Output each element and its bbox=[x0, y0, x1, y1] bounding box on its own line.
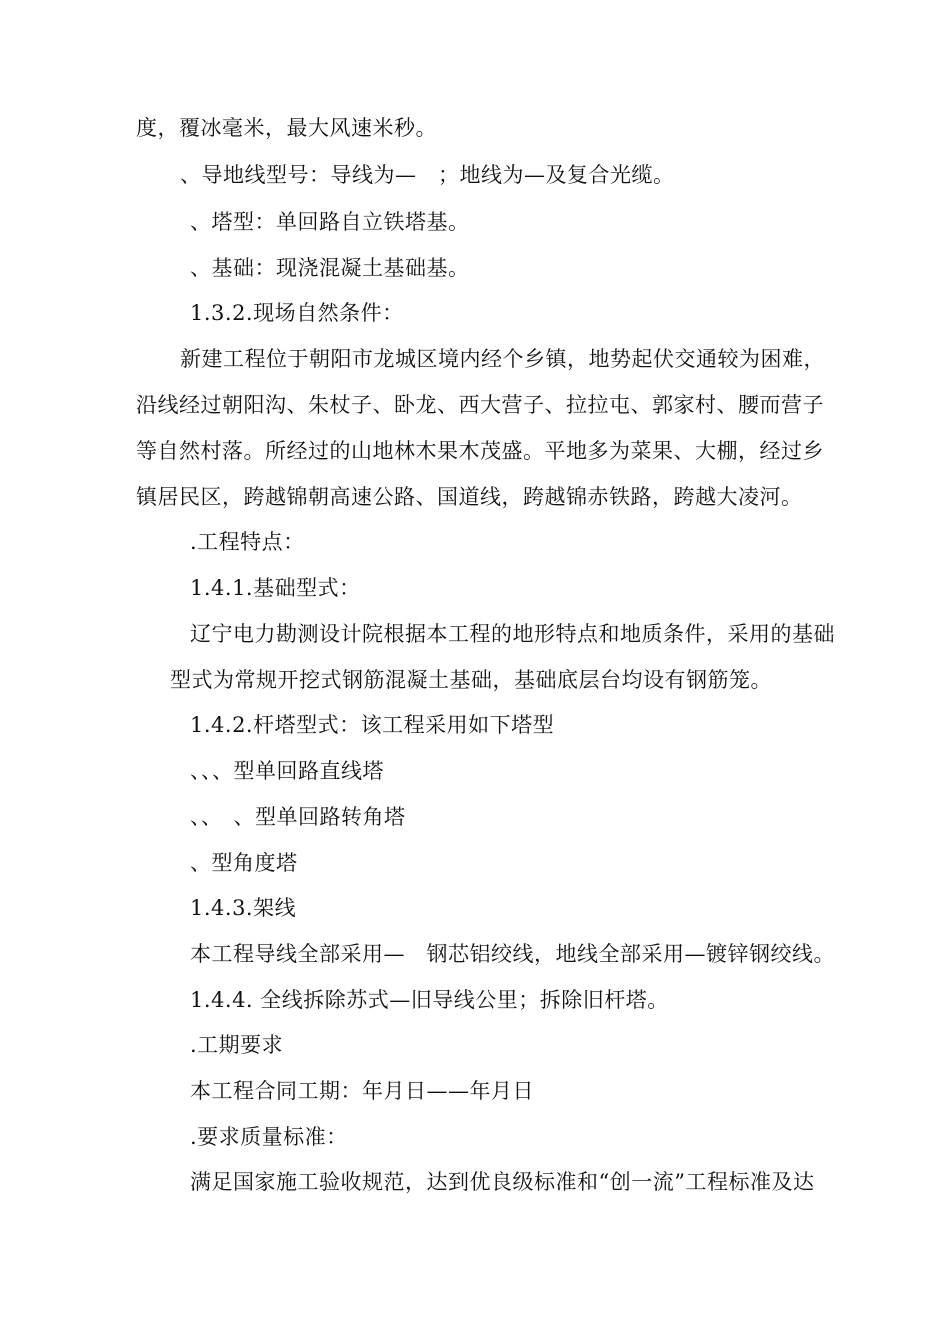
section-heading-1-4-2: 1.4.2.杆塔型式：该工程采用如下塔型 bbox=[190, 713, 555, 737]
text-line-3: 、塔型：单回路自立铁塔基。 bbox=[190, 210, 470, 234]
section-heading-features: .工程特点： bbox=[190, 530, 305, 554]
text-line-15: 、、、型单回路直线塔 bbox=[190, 759, 384, 783]
section-heading-quality: .要求质量标准： bbox=[190, 1125, 348, 1149]
text-line-9: 镇居民区，跨越锦朝高速公路、国道线，跨越锦赤铁路，跨越大凌河。 bbox=[136, 485, 803, 509]
text-line-22: 本工程合同工期：年月日——年月日 bbox=[190, 1079, 534, 1103]
text-line-8: 等自然村落。所经过的山地林木果木茂盛。平地多为菜果、大棚，经过乡 bbox=[136, 439, 824, 463]
text-line-6: 新建工程位于朝阳市龙城区境内经个乡镇，地势起伏交通较为困难， bbox=[180, 347, 825, 371]
text-line-7: 沿线经过朝阳沟、朱杖子、卧龙、西大营子、拉拉屯、郭家村、腰而营子 bbox=[136, 393, 824, 417]
text-line-24: 满足国家施工验收规范，达到优良级标准和“创一流”工程标准及达 bbox=[190, 1170, 815, 1194]
section-heading-1-4-1: 1.4.1.基础型式： bbox=[190, 576, 361, 600]
text-line-16: 、、 、型单回路转角塔 bbox=[190, 805, 406, 829]
section-heading-1-3-2: 1.3.2.现场自然条件： bbox=[190, 301, 404, 325]
text-line-19: 本工程导线全部采用— 钢芯铝绞线，地线全部采用—镀锌钢绞线。 bbox=[190, 942, 835, 966]
section-heading-1-4-4: 1.4.4. 全线拆除苏式—旧导线公里；拆除旧杆塔。 bbox=[190, 988, 669, 1012]
text-line-4: 、基础：现浇混凝土基础基。 bbox=[190, 256, 470, 280]
section-heading-1-4-3: 1.4.3.架线 bbox=[190, 896, 297, 920]
text-line-13: 型式为常规开挖式钢筋混凝土基础，基础底层台均设有钢筋笼。 bbox=[170, 668, 772, 692]
text-line-17: 、型角度塔 bbox=[190, 851, 298, 875]
text-line-2: 、导地线型号：导线为— ；地线为—及复合光缆。 bbox=[180, 163, 675, 187]
text-line-1: 度，覆冰毫米，最大风速米秒。 bbox=[136, 116, 437, 140]
section-heading-schedule: .工期要求 bbox=[190, 1033, 284, 1057]
text-line-12: 辽宁电力勘测设计院根据本工程的地形特点和地质条件，采用的基础 bbox=[190, 622, 835, 646]
